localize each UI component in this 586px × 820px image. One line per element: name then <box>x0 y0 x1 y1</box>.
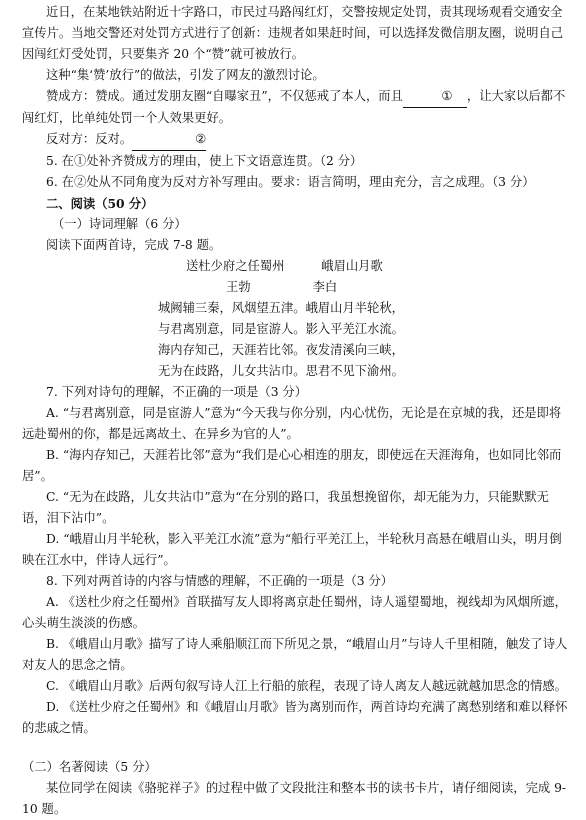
subsection-classics-title: （二）名著阅读（5 分） <box>22 760 157 774</box>
question-7-option-c: C. “无为在歧路，儿女共沾巾”意为“在分别的路口，我虽想挽留你，却无能为力，只能默默无语，泪下沾巾”。 <box>22 490 549 525</box>
blank-2[interactable] <box>132 129 206 151</box>
poem-line: 城阙辅三秦，风烟望五津。峨眉山月半轮秋， <box>158 301 404 315</box>
question-5: 5. 在①处补齐赞成方的理由，使上下文语意连贯。（2 分） <box>46 154 363 168</box>
poem-line: 无为在歧路，儿女共沾巾。思君不见下渝州。 <box>158 364 404 378</box>
opponent-text: 反对方：反对。 <box>46 132 133 146</box>
supporter-text-after: ，让大家以后都不闯红灯，比单纯处罚一个人效果更好。 <box>22 89 566 125</box>
poem-titles: 送杜少府之任蜀州 峨眉山月歌 <box>186 259 383 273</box>
poetry-instructions: 阅读下面两首诗，完成 7-8 题。 <box>46 238 222 252</box>
question-8-option-d: D. 《送杜少府之任蜀州》和《峨眉山月歌》皆为离别而作，两首诗均充满了离愁别绪和难以释怀的悲戚之情。 <box>22 700 568 735</box>
question-8-option-c: C. 《峨眉山月歌》后两句叙写诗人江上行船的旅程，表现了诗人离友人越远就越加思念的情感。 <box>46 679 567 693</box>
blank-2-mark: ② <box>195 132 207 146</box>
poem-line: 与君离别意，同是宦游人。影入平羌江水流。 <box>158 322 404 336</box>
question-8-stem: 8. 下列对两首诗的内容与情感的理解，不正确的一项是（3 分） <box>46 574 394 588</box>
passage-paragraph-3 <box>22 86 570 129</box>
question-8-option-a: A. 《送杜少府之任蜀州》首联描写友人即将离京赴任蜀州，诗人遥望蜀地，视线却为风烟所遮，心头萌生淡淡的伤感。 <box>22 595 567 630</box>
exam-page <box>22 2 570 820</box>
poem-authors <box>22 277 570 298</box>
blank-1-mark: ① <box>441 89 453 103</box>
question-8-option-b: B. 《峨眉山月歌》描写了诗人乘船顺江而下所见之景，“峨眉山月”与诗人千里相随，触发了诗人对友人的思念之情。 <box>22 637 568 672</box>
supporter-text: 赞成方：赞成。通过发朋友圈“自曝家丑”，不仅惩戒了本人，而且 <box>46 89 403 103</box>
question-7-option-d: D. “峨眉山月半轮秋，影入平羌江水流”意为“船行平羌江上，半轮秋月高悬在峨眉山头，明月倒映在江水中，伴诗人远行”。 <box>22 532 562 567</box>
passage-paragraph-4 <box>22 129 570 151</box>
blank-1[interactable] <box>403 86 467 108</box>
question-7-option-b: B. “海内存知己，天涯若比邻”意为“我们是心心相连的朋友，即使远在天涯海角，也如同比邻而居”。 <box>22 448 562 483</box>
passage-paragraph-1: 近日，在某地铁站附近十字路口，市民过马路闯红灯，交警按规定处罚，责其现场观看交通安全宣传片。当地交警还对处罚方式进行了创新：违规者如果赶时间，可以选择发微信朋友圈，说明自己因闯红灯受处罚，只要集齐 20 个“赞”就可被放行。 <box>22 5 564 61</box>
question-7-stem: 7. 下列对诗句的理解，不正确的一项是（3 分） <box>46 385 308 399</box>
spacer <box>22 739 570 757</box>
poem-author-1: 王勃 <box>226 280 251 294</box>
poem-author-2: 李白 <box>312 280 338 294</box>
passage-paragraph-2: 这种“集‘赞’放行”的做法，引发了网友的激烈讨论。 <box>46 68 325 82</box>
question-6: 6. 在②处从不同角度为反对方补写理由。要求：语言简明，理由充分，言之成理。（3 分） <box>46 175 535 189</box>
poem-line: 海内存知己，天涯若比邻。夜发清溪向三峡， <box>158 343 404 357</box>
subsection-poetry-title: （一）诗词理解（6 分） <box>52 217 187 231</box>
classics-instructions: 某位同学在阅读《骆驼祥子》的过程中做了文段批注和整本书的读书卡片，请仔细阅读，完成 9-10 题。 <box>22 781 567 816</box>
section-2-title: 二、阅读（50 分） <box>46 196 154 211</box>
question-7-option-a: A. “与君离别意，同是宦游人”意为“今天我与你分别，内心忧伤，无论是在京城的我，还是即将远赴蜀州的你，都是远离故土、在异乡为官的人”。 <box>22 406 562 441</box>
